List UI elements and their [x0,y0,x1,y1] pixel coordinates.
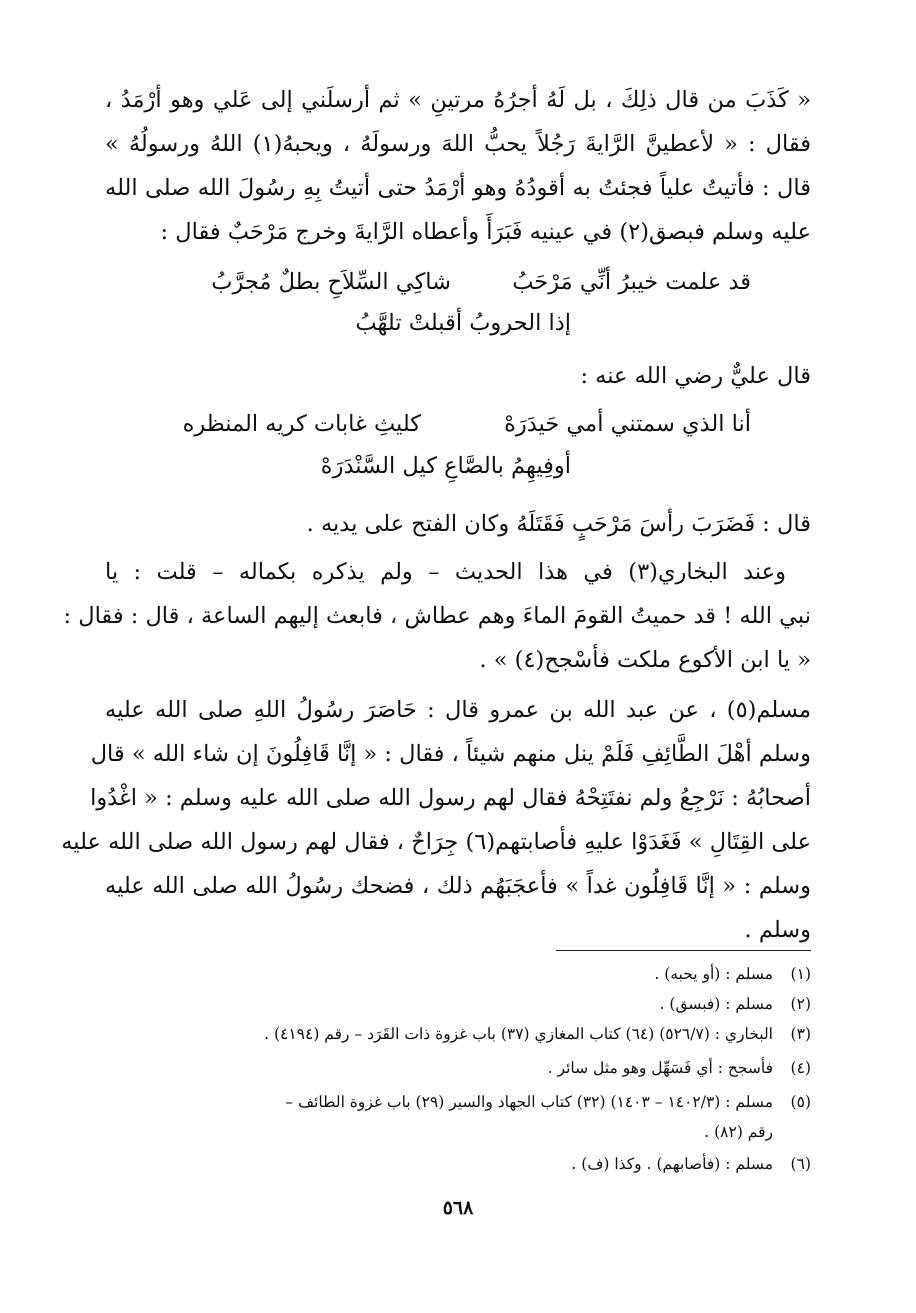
verse-hemistich: إذا الحروبُ أقبلتْ تلهَّبُ [355,310,571,336]
footnote [105,1151,811,1177]
body-line: « كَذَبَ من قال ذلِكَ ، بل لَهُ أجرُهُ مرتينِ » ثم أرسلَني إلى عَلي وهو أرْمَدُ ، [105,87,811,113]
body-line: قال : فَضَرَبَ رأسَ مَرْحَبٍ فَقَتَلَهُ وكان الفتح على يديه . [306,511,811,537]
footnote-number: (٦) [790,1155,811,1173]
footnote-text: البخاري : (٥٢٦/٧) (٦٤) كتاب المغازي (٣٧) باب غزوة ذات القَرَد – رقم (٤١٩٤) . [264,1025,773,1043]
page-number: ٥٦٨ [442,1197,474,1219]
footnote [105,1119,811,1145]
footnote [105,961,811,987]
footnote-text: رقم (٨٢) . [704,1123,773,1141]
verse-hemistich: شاكِي السِّلاَحِ بطلٌ مُجرَّبُ [211,269,451,295]
body-line: مسلم(٥) ، عن عبد الله بن عمرو قال : حَاصَرَ رسُولُ اللهِ صلى الله عليه [105,697,811,723]
body-line: عليه وسلم فبصق(٢) في عينيه فَبَرَأَ وأعطاه الرَّايةَ وخرج مَرْحَبٌ فقال : [160,219,811,245]
body-line: وعند البخاري(٣) في هذا الحديث – ولم يذكره بكماله – قلت : يا [105,559,786,585]
body-line: قال : فأتيتُ علياً فجئتُ به أقودُهُ وهو أرْمَدُ حتى أتيتُ بِهِ رسُولَ الله صلى الله [105,175,811,201]
footnote-text: فأسجح : أي فَسَهِّل وهو مثل سائر . [547,1059,773,1077]
footnote [105,991,811,1017]
footnote-text: مسلم : (فبسق) . [659,995,773,1013]
footnote-number: (٢) [790,995,811,1013]
verse-hemistich: أوفِيهِمُ بالصَّاعِ كيل السَّنْدَرَهْ [320,453,571,479]
footnote-number: (٤) [790,1059,811,1077]
body-line: وسلم : « إنَّا قَافِلُون غداً » فأعجَبَهُم ذلك ، فضحك رسُولُ الله صلى الله عليه [105,873,811,899]
footnote-text: مسلم : (١٤٠٢/٣ – ١٤٠٣) (٣٢) كتاب الجهاد والسير (٢٩) باب غزوة الطائف – [285,1093,773,1111]
footnote-number: (٥) [790,1093,811,1111]
footnote-separator [556,950,811,951]
body-line: نبي الله ! قد حميتُ القومَ الماءَ وهم عطاش ، فابعث إليهم الساعة ، قال : فقال : [63,603,811,629]
body-line: على القِتَالِ » فَغَدَوْا عليهِ فأصابتهم(٦) جِرَاحٌ ، فقال لهم رسول الله صلى الله عليه [61,829,811,855]
footnote-number: (٣) [790,1025,811,1043]
verse-hemistich: كليثِ غابات كريه المنظره [182,411,421,437]
footnote-number: (١) [790,965,811,983]
footnote [105,1089,811,1115]
footnote-text: مسلم : (فأصابهم) . وكذا (ف) . [571,1155,773,1173]
body-line: « يا ابن الأكوع ملكت فأسْجح(٤) » . [479,647,811,673]
footnote [105,1021,811,1047]
verse-hemistich: قد علمت خيبرُ أنِّي مَرْحَبُ [512,269,751,295]
body-line: قال عليٌّ رضي الله عنه : [580,363,811,389]
body-line: وسلم . [744,917,811,943]
verse-hemistich: أنا الذي سمتني أمي حَيدَرَهْ [504,411,751,437]
footnote-text: مسلم : (أو يحبه) . [654,965,773,983]
body-line: فقال : « لأعطينَّ الرَّايةَ رَجُلاً يحبُّ اللهَ ورسولَهُ ، ويحبهُ(١) اللهُ ورسولُهُ » [105,131,811,157]
body-line: أصحابُهُ : نَرْجِعُ ولم نفتَتِحْهُ فقال لهم رسول الله صلى الله عليه وسلم : « اغْدُوا [90,785,811,811]
body-line: وسلم أهْلَ الطَّائِفِ فَلَمْ ينل منهم شيئاً ، فقال : « إنَّا قَافِلُونَ إن شاء الله » قال [90,741,811,767]
footnote [105,1055,811,1081]
